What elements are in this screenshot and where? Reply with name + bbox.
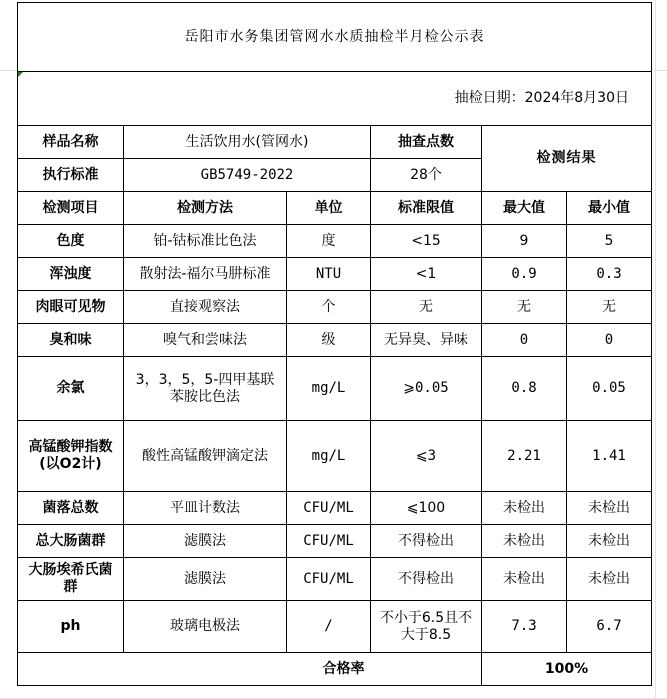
row-limit: <15 <box>371 225 482 258</box>
row-unit: mg/L <box>287 357 371 421</box>
points-value: 28个 <box>371 159 482 192</box>
table-row <box>18 291 652 324</box>
table-row <box>18 225 652 258</box>
row-min: 5 <box>567 225 652 258</box>
pass-rate-value: 100% <box>482 653 652 686</box>
row-min: 未检出 <box>567 492 652 525</box>
row-limit: ⩽100 <box>371 492 482 525</box>
row-item: 菌落总数 <box>18 492 124 525</box>
header-limit: 标准限值 <box>371 192 482 225</box>
row-unit: 级 <box>287 324 371 357</box>
row-max: 0.8 <box>482 357 567 421</box>
row-min: 未检出 <box>567 558 652 601</box>
row-max: 0 <box>482 324 567 357</box>
row-method: 滤膜法 <box>124 525 287 558</box>
table-row <box>18 525 652 558</box>
row-limit: 不得检出 <box>371 558 482 601</box>
table-row <box>18 324 652 357</box>
row-method: 滤膜法 <box>124 558 287 601</box>
row-limit: 不得检出 <box>371 525 482 558</box>
row-max: 7.3 <box>482 601 567 653</box>
row-method: 嗅气和尝味法 <box>124 324 287 357</box>
header-row <box>18 192 652 225</box>
row-max: 9 <box>482 225 567 258</box>
cell-comment-marker-icon <box>18 72 23 77</box>
pass-rate-row <box>18 653 652 686</box>
table-row <box>18 601 652 653</box>
table-row <box>18 258 652 291</box>
row-unit: 度 <box>287 225 371 258</box>
row-max: 未检出 <box>482 558 567 601</box>
row-limit: <1 <box>371 258 482 291</box>
row-max: 无 <box>482 291 567 324</box>
header-min: 最小值 <box>567 192 652 225</box>
row-min: 0 <box>567 324 652 357</box>
row-method: 平皿计数法 <box>124 492 287 525</box>
row-max: 2.21 <box>482 421 567 492</box>
row-method: 散射法-福尔马肼标准 <box>124 258 287 291</box>
row-item: 色度 <box>18 225 124 258</box>
row-min: 6.7 <box>567 601 652 653</box>
row-item: 浑浊度 <box>18 258 124 291</box>
row-min: 未检出 <box>567 525 652 558</box>
header-unit: 单位 <box>287 192 371 225</box>
row-limit: 无异臭、异味 <box>371 324 482 357</box>
inspection-date: 抽检日期：2024年8月30日 <box>18 72 652 126</box>
row-item: 大肠埃希氏菌群 <box>18 558 124 601</box>
row-max: 未检出 <box>482 492 567 525</box>
row-unit: mg/L <box>287 421 371 492</box>
row-item: ph <box>18 601 124 653</box>
header-max: 最大值 <box>482 192 567 225</box>
row-item: 臭和味 <box>18 324 124 357</box>
row-unit: CFU/ML <box>287 525 371 558</box>
row-unit: CFU/ML <box>287 558 371 601</box>
row-method: 直接观察法 <box>124 291 287 324</box>
row-limit: ⩽3 <box>371 421 482 492</box>
table-row <box>18 421 652 492</box>
table-row <box>18 558 652 601</box>
page-title: 岳阳市水务集团管网水水质抽检半月检公示表 <box>18 3 652 72</box>
row-max: 0.9 <box>482 258 567 291</box>
table-row <box>18 492 652 525</box>
row-item: 总大肠菌群 <box>18 525 124 558</box>
row-limit: ⩾0.05 <box>371 357 482 421</box>
row-min: 无 <box>567 291 652 324</box>
row-limit: 无 <box>371 291 482 324</box>
sample-name-label: 样品名称 <box>18 126 124 159</box>
row-method: 玻璃电极法 <box>124 601 287 653</box>
water-quality-table <box>17 2 652 686</box>
row-max: 未检出 <box>482 525 567 558</box>
row-min: 0.3 <box>567 258 652 291</box>
row-min: 1.41 <box>567 421 652 492</box>
pass-rate-label-text: 合格率 <box>322 660 365 677</box>
row-unit: / <box>287 601 371 653</box>
header-method: 检测方法 <box>124 192 287 225</box>
row-limit: 不小于6.5且不大于8.5 <box>371 601 482 653</box>
pass-rate-label <box>18 653 482 686</box>
standard-value: GB5749-2022 <box>124 159 371 192</box>
table-row <box>18 357 652 421</box>
row-unit: 个 <box>287 291 371 324</box>
results-heading: 检测结果 <box>482 126 652 192</box>
row-method: 3，3，5，5-四甲基联苯胺比色法 <box>124 357 287 421</box>
standard-label: 执行标准 <box>18 159 124 192</box>
row-min: 0.05 <box>567 357 652 421</box>
gridline <box>655 0 656 698</box>
header-item: 检测项目 <box>18 192 124 225</box>
row-method: 铂-钴标准比色法 <box>124 225 287 258</box>
sample-name-value: 生活饮用水(管网水) <box>124 126 371 159</box>
row-unit: NTU <box>287 258 371 291</box>
row-method: 酸性高锰酸钾滴定法 <box>124 421 287 492</box>
row-unit: CFU/ML <box>287 492 371 525</box>
row-item: 余氯 <box>18 357 124 421</box>
row-item: 肉眼可见物 <box>18 291 124 324</box>
points-label: 抽查点数 <box>371 126 482 159</box>
row-item: 高锰酸钾指数(以O2计) <box>18 421 124 492</box>
